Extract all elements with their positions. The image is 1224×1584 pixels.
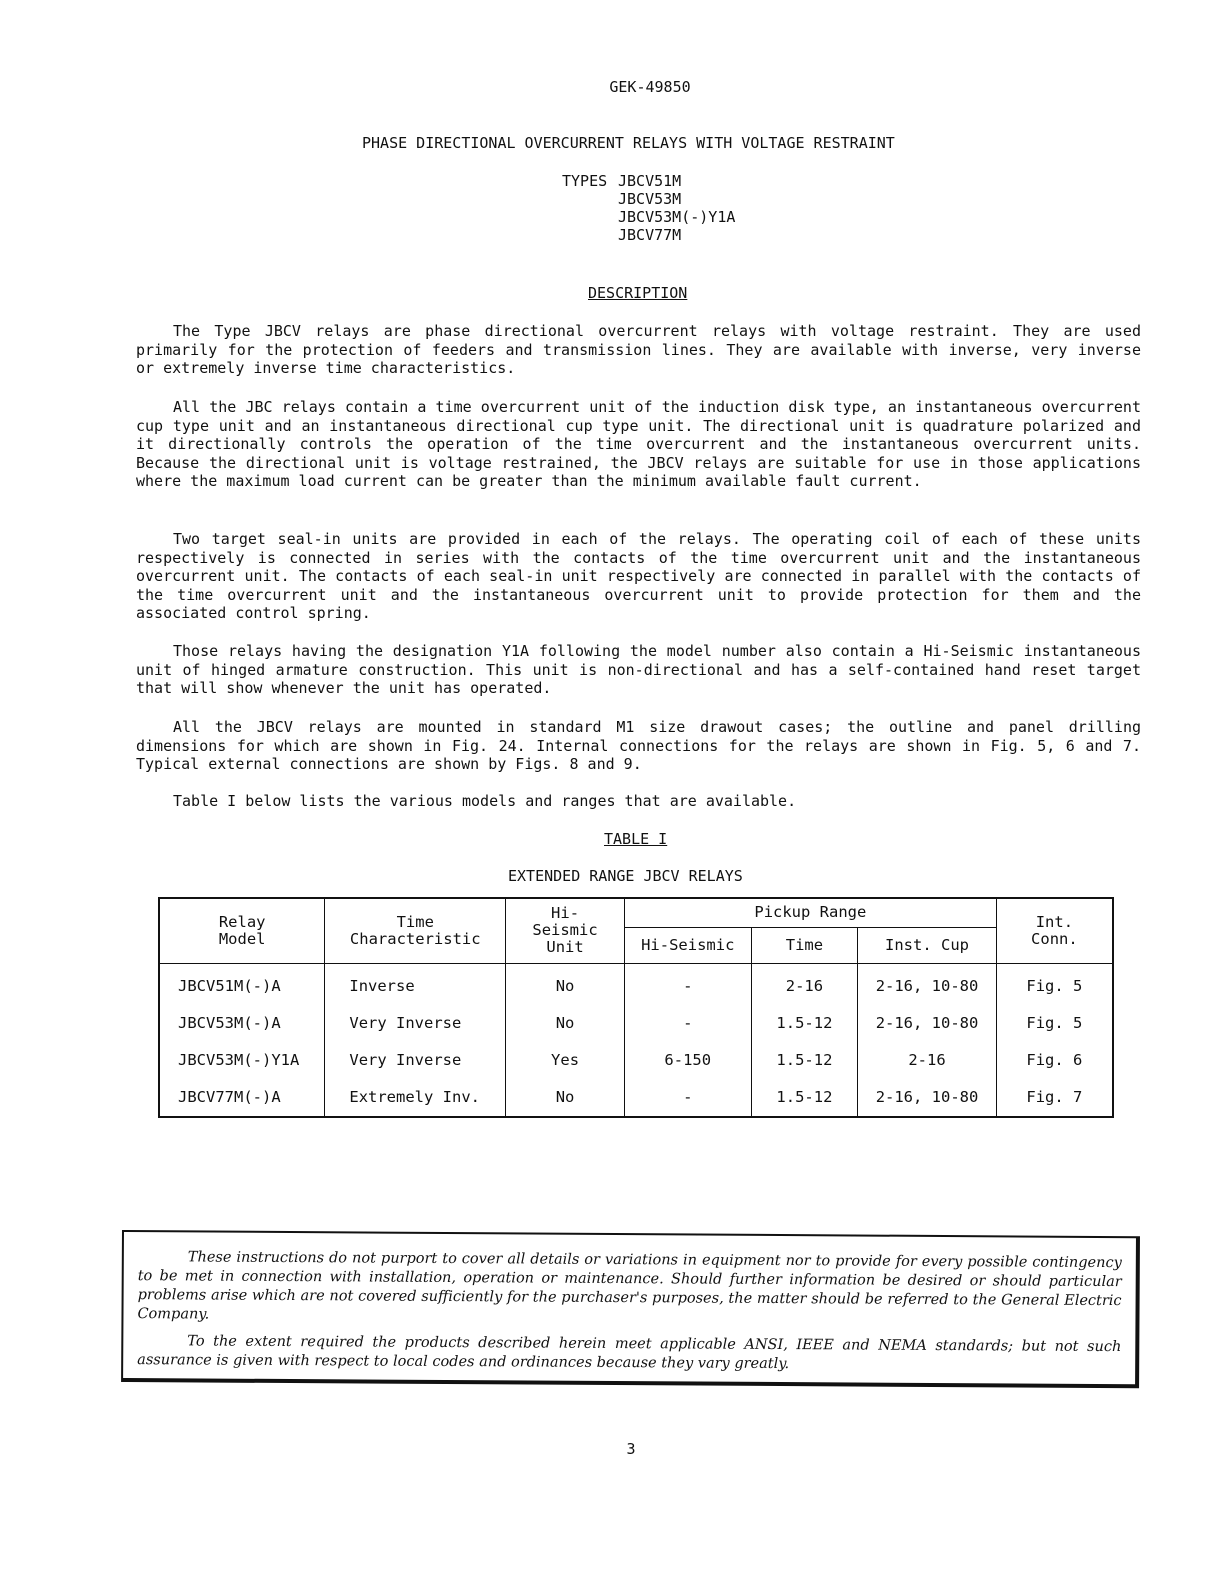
type-item: JBCV51M	[618, 172, 682, 190]
type-item: JBCV77M	[618, 226, 682, 244]
paragraph: All the JBCV relays are mounted in standard M1 size drawout cases; the outline and panel drilling dimensions for which are shown in Fig. 24. Internal connections for the relays are shown in Fig. 5, 6 and 7. Typical external connections are shown by Figs. 8 and 9.	[136, 718, 1141, 773]
section-heading: DESCRIPTION	[588, 284, 688, 302]
table-row	[159, 1042, 1113, 1079]
table-row	[159, 1079, 1113, 1117]
cell-pickup-inst-cup: 2-16	[858, 1042, 997, 1079]
cell-relay-model: JBCV51M(-)A	[159, 963, 325, 1005]
cell-hi-seismic-unit: No	[506, 1079, 625, 1117]
type-item: JBCV53M(-)Y1A	[618, 208, 736, 226]
cell-int-conn: Fig. 5	[996, 1005, 1113, 1042]
header-pickup-range: Pickup Range	[624, 898, 996, 927]
document-id: GEK-49850	[609, 78, 691, 96]
relay-ranges-table	[158, 897, 1114, 1118]
cell-hi-seismic-unit: Yes	[506, 1042, 625, 1079]
cell-pickup-hi-seismic: -	[624, 963, 751, 1005]
cell-pickup-hi-seismic: -	[624, 1005, 751, 1042]
header-relay-model: Relay Model	[159, 898, 325, 963]
header-time-characteristic: Time Characteristic	[325, 898, 506, 963]
header-int-conn: Int. Conn.	[996, 898, 1113, 963]
cell-time-characteristic: Very Inverse	[325, 1005, 506, 1042]
cell-time-characteristic: Inverse	[325, 963, 506, 1005]
paragraph: Table I below lists the various models and ranges that are available.	[173, 792, 797, 810]
cell-hi-seismic-unit: No	[506, 963, 625, 1005]
cell-int-conn: Fig. 7	[996, 1079, 1113, 1117]
cell-pickup-hi-seismic: -	[624, 1079, 751, 1117]
cell-time-characteristic: Extremely Inv.	[325, 1079, 506, 1117]
header-pickup-time: Time	[751, 927, 858, 963]
cell-hi-seismic-unit: No	[506, 1005, 625, 1042]
cell-int-conn: Fig. 6	[996, 1042, 1113, 1079]
header-hi-seismic-unit: Hi- Seismic Unit	[506, 898, 625, 963]
paragraph: The Type JBCV relays are phase directional overcurrent relays with voltage restraint. They are used primarily for the protection of feeders and transmission lines. They are available with inverse, very inverse or extremely inverse time characteristics.	[136, 322, 1141, 377]
disclaimer-paragraph: To the extent required the products described herein meet applicable ANSI, IEEE and NEMA standards; but not such assurance is given with respect to local codes and ordinances because they vary greatly.	[137, 1333, 1122, 1373]
page-number: 3	[626, 1440, 636, 1458]
paragraph: Two target seal-in units are provided in each of the relays. The operating coil of each of these units respectively is connected in series with the contacts of the time overcurrent unit and the instantaneous overcurrent unit. The contacts of each seal-in unit respectively are connected in parallel with the contacts of the time overcurrent unit and the instantaneous overcurrent unit to provide protection for them and the associated control spring.	[136, 530, 1141, 622]
cell-pickup-inst-cup: 2-16, 10-80	[858, 1005, 997, 1042]
cell-pickup-hi-seismic: 6-150	[624, 1042, 751, 1079]
cell-relay-model: JBCV77M(-)A	[159, 1079, 325, 1117]
paragraph: Those relays having the designation Y1A following the model number also contain a Hi-Seismic instantaneous unit of hinged armature construction. This unit is non-directional and has a self-contained hand reset target that will show whenever the unit has operated.	[136, 642, 1141, 697]
cell-pickup-inst-cup: 2-16, 10-80	[858, 963, 997, 1005]
cell-pickup-time: 1.5-12	[751, 1042, 858, 1079]
types-label: TYPES	[562, 172, 608, 190]
cell-pickup-time: 1.5-12	[751, 1079, 858, 1117]
table-caption: TABLE I	[604, 830, 668, 848]
table-row	[159, 1005, 1113, 1042]
disclaimer-notice	[121, 1230, 1140, 1388]
types-list	[562, 172, 735, 244]
cell-time-characteristic: Very Inverse	[325, 1042, 506, 1079]
cell-int-conn: Fig. 5	[996, 963, 1113, 1005]
cell-relay-model: JBCV53M(-)A	[159, 1005, 325, 1042]
header-pickup-inst-cup: Inst. Cup	[858, 927, 997, 963]
disclaimer-paragraph: These instructions do not purport to cover all details or variations in equipment nor to provide for every possible contingency to be met in connection with installation, operation or maintenance. Should further information be desired or should particular problems arise which are not covered sufficiently for the purchaser's purposes, the matter should be referred to the General Electric Company.	[137, 1249, 1122, 1323]
table-row	[159, 963, 1113, 1005]
paragraph: All the JBC relays contain a time overcurrent unit of the induction disk type, an instantaneous overcurrent cup type unit and an instantaneous directional cup type unit. The directional unit is quadrature polarized and it directionally controls the operation of the time overcurrent and the instantaneous overcurrent units. Because the directional unit is voltage restrained, the JBCV relays are suitable for use in those applications where the maximum load current can be greater than the minimum available fault current.	[136, 398, 1141, 490]
cell-relay-model: JBCV53M(-)Y1A	[159, 1042, 325, 1079]
type-item: JBCV53M	[618, 190, 682, 208]
cell-pickup-time: 1.5-12	[751, 1005, 858, 1042]
header-pickup-hi-seismic: Hi-Seismic	[624, 927, 751, 963]
table-subtitle: EXTENDED RANGE JBCV RELAYS	[508, 867, 743, 885]
page-title: PHASE DIRECTIONAL OVERCURRENT RELAYS WITH VOLTAGE RESTRAINT	[362, 134, 895, 152]
cell-pickup-inst-cup: 2-16, 10-80	[858, 1079, 997, 1117]
cell-pickup-time: 2-16	[751, 963, 858, 1005]
